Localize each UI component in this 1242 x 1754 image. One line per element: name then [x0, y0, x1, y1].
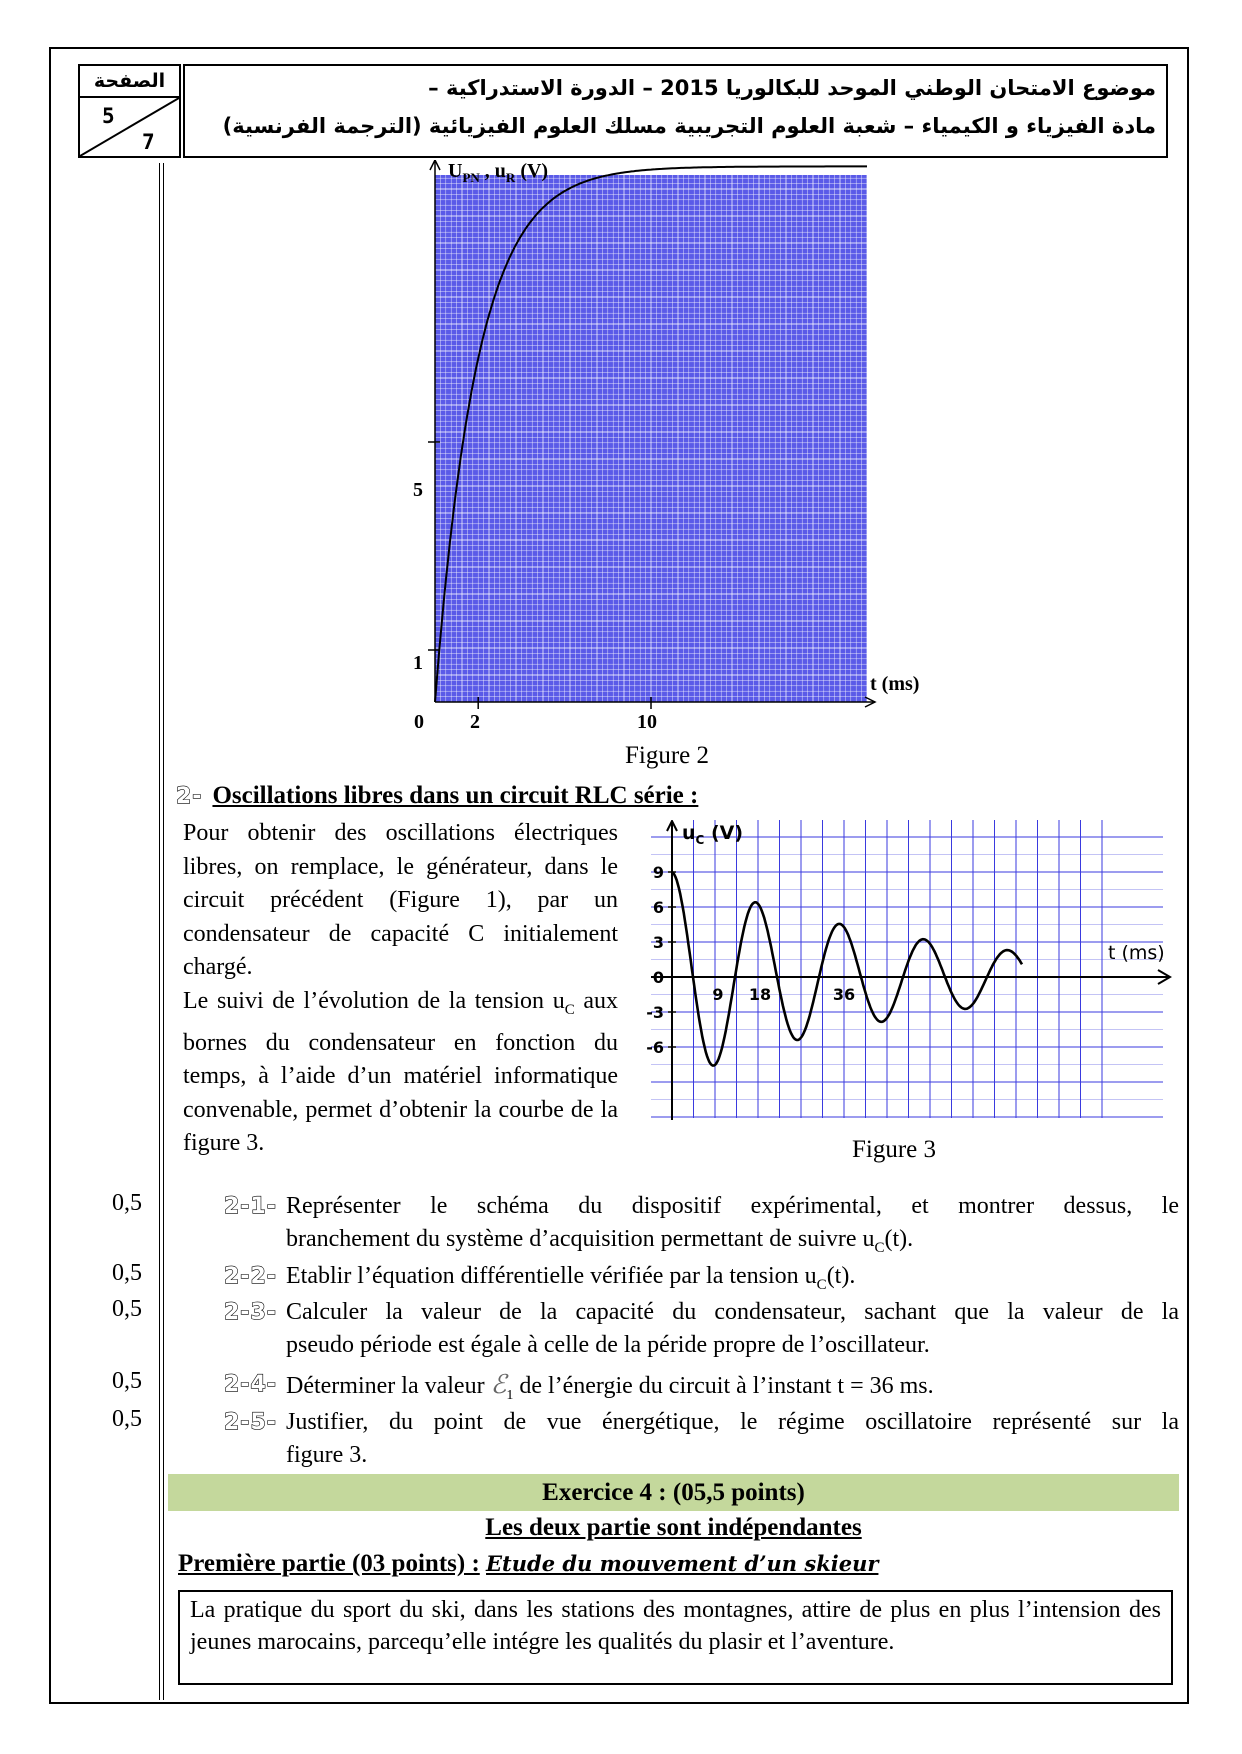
figure2-caption: Figure 2	[625, 742, 710, 769]
figure3-y-label: $u_C$ (V)	[682, 822, 744, 847]
figure2-tick-y1: 1	[413, 652, 423, 674]
part1-topic: Etude du mouvement d’un skieur	[486, 1551, 879, 1576]
part1-label: Première partie (03 points) :	[178, 1550, 480, 1577]
figure3-caption: Figure 3	[852, 1136, 937, 1163]
q3-number: 2-3-	[224, 1300, 277, 1325]
figure3-uc-curve	[672, 872, 1022, 1066]
figure2-tick-x10: 10	[637, 711, 657, 733]
section2-marker: 2-	[176, 784, 203, 809]
figure3-y-tick-label: 9	[652, 863, 664, 882]
figure2-chart	[380, 160, 900, 730]
figure2-x-label: t (ms)	[870, 673, 920, 695]
exam-title-line1: موضوع الامتحان الوطني الموحد للبكالوريا 2015 – الدورة الاستدراكية –	[428, 76, 1156, 100]
energy-symbol: ℰ	[490, 1370, 507, 1399]
section2-title: Oscillations libres dans un circuit RLC série :	[212, 782, 699, 809]
q5-number: 2-5-	[224, 1410, 277, 1435]
exam-title-line2: مادة الفيزياء و الكيمياء – شعبة العلوم التجريبية مسلك العلوم الفيزيائية (الترجمة الفرنسية)	[222, 114, 1156, 138]
q2-line1: Etablir l’équation différentielle vérifiée par la tension $u_C(t)$.	[286, 1263, 856, 1293]
q3-score: 0,5	[112, 1296, 142, 1322]
page-label: الصفحة	[80, 66, 179, 98]
q5-score: 0,5	[112, 1406, 142, 1432]
q2-number: 2-2-	[224, 1264, 277, 1289]
figure3-x-label: t (ms)	[1108, 942, 1165, 964]
page-current: 5	[102, 104, 115, 128]
figure2-tick-x2: 2	[470, 711, 480, 733]
q5-line1: Justifier, du point de vue énergétique, le régime oscillatoire représenté sur la	[286, 1409, 1179, 1435]
q5	[224, 1406, 1179, 1472]
q3-line2: pseudo période est égale à celle de la péride propre de l’oscillateur.	[286, 1332, 930, 1358]
figure2-y-label: $U_{PN}$ , $u_R$ (V)	[448, 160, 549, 185]
figure3-y-tick-label: 0	[652, 968, 664, 987]
margin-line	[159, 163, 160, 1700]
intro-text1: Pour obtenir des oscillations électriques libres, on remplace, le générateur, dans le circuit précédent (Figure 1), par un condensateur de capacité C initialement chargé.	[183, 820, 618, 980]
figure3-x-tick-label: 18	[748, 985, 772, 1004]
part1-heading	[178, 1550, 878, 1578]
q4-score: 0,5	[112, 1368, 142, 1394]
exam-title-box	[183, 64, 1168, 158]
q1-number: 2-1-	[224, 1194, 277, 1219]
figure2-tick-origin: 0	[414, 711, 424, 733]
intro-paragraph	[183, 817, 618, 1161]
q2-score: 0,5	[112, 1260, 142, 1286]
q4-line1: Déterminer la valeur ℰ$_1$ de l’énergie du circuit à l’instant t = 36 ms.	[286, 1370, 934, 1403]
q1-line1: Représenter le schéma du dispositif expérimental, et montrer dessus, le	[286, 1193, 1179, 1219]
q4-number: 2-4-	[224, 1372, 277, 1397]
figure3-x-tick-label: 9	[712, 985, 724, 1004]
figure3-y-tick-label: 3	[652, 933, 664, 952]
exercise4-title: Exercice 4 : (05,5 points)	[168, 1474, 1179, 1511]
figure3-y-tick-label: 6	[652, 898, 664, 917]
margin-line-inner	[163, 163, 164, 1700]
exercise4-subtitle: Les deux partie sont indépendantes	[485, 1514, 862, 1541]
q1-score: 0,5	[112, 1190, 142, 1216]
figure2-tick-y5: 5	[413, 479, 423, 501]
q1	[224, 1190, 1179, 1265]
q1-line2: branchement du système d’acquisition permettant de suivre $u_C(t)$.	[286, 1226, 914, 1256]
page-diagonal	[80, 98, 179, 156]
page-number-box	[78, 64, 181, 158]
exercise4-intro-box: La pratique du sport du ski, dans les stations des montagnes, attire de plus en plus l’intension des jeunes marocains, parcequ’elle intégre les qualités du plasir et l’aventure.	[178, 1590, 1173, 1685]
q3	[224, 1296, 1179, 1362]
section2-heading	[176, 782, 698, 810]
figure3-chart	[633, 820, 1178, 1140]
q5-line2: figure 3.	[286, 1442, 368, 1468]
page-total: 7	[142, 130, 155, 154]
figure3-y-tick-label: -6	[646, 1038, 664, 1057]
figure3-y-tick-label: -3	[646, 1003, 664, 1022]
intro-text2: Le suivi de l’évolution de la tension $u_C$ aux bornes du condensateur en fonction du temps, à l’aide d’un matériel informatique convenable, permet d’obtenir la courbe de la figure 3.	[183, 987, 618, 1157]
figure3-x-tick-label: 36	[832, 985, 856, 1004]
q3-line1: Calculer la valeur de la capacité du condensateur, sachant que la valeur de la	[286, 1299, 1179, 1325]
